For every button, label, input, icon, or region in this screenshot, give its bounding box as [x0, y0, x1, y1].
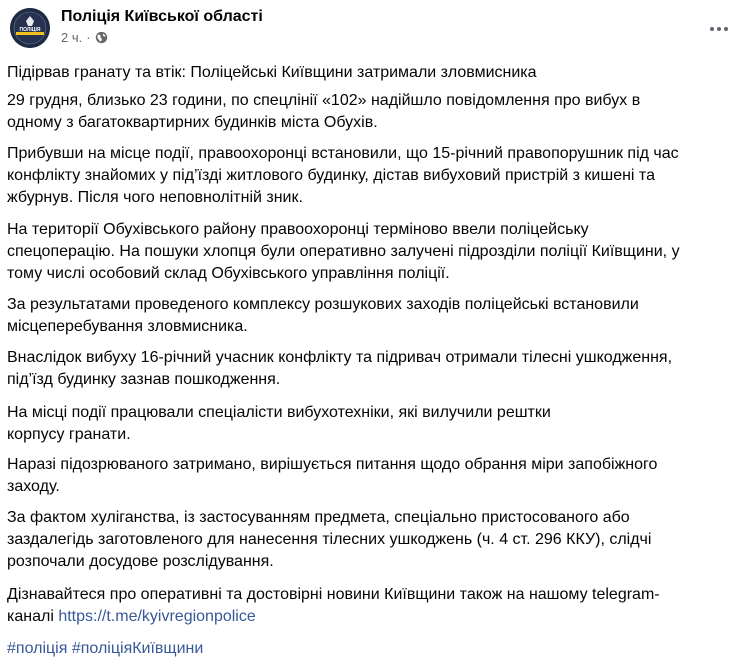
more-icon-dot: [724, 27, 728, 31]
telegram-text: Дізнавайтеся про оперативні та достовірні новини Київщини також на нашому telegram- каналі: [7, 586, 660, 625]
telegram-link[interactable]: https://t.me/kyivregionpolice: [58, 608, 256, 625]
meta-separator: ·: [86, 30, 91, 45]
hashtag-kyiv-police[interactable]: #поліціяКиївщини: [71, 640, 204, 657]
post-header: [0, 0, 746, 56]
page-name[interactable]: Поліція Київської області: [61, 8, 263, 25]
post-paragraph: На території Обухівського району правоохоронці терміново ввели поліцейську спецоперацію. На пошуки хлопця були оперативно залучені підрозділи поліції Київщини, у тому числі особовий склад Обухівського управління поліції.: [7, 221, 680, 282]
post-paragraph: Прибувши на місце події, правоохоронці встановили, що 15-річний правопорушник під час конфлікту знайомих у під’їзді житлового будинку, дістав вибуховий пристрій з кишені та жбурнув. Після чого неповнолітній зник.: [7, 145, 679, 206]
post-paragraph: За результатами проведеного комплексу розшукових заходів поліцейські встановили місцеперебування зловмисника.: [7, 296, 639, 335]
post-time[interactable]: 2 ч.: [61, 30, 83, 45]
post-paragraph-telegram: [7, 584, 660, 628]
hashtag-police[interactable]: #поліція: [7, 640, 68, 657]
post-paragraph: 29 грудня, близько 23 години, по спецлінії «102» надійшло повідомлення про вибух в одному з багатоквартирних будинків міста Обухів.: [7, 92, 641, 131]
post-paragraph: Наразі підозрюваного затримано, вирішується питання щодо обрання міри запобіжного заходу.: [7, 456, 658, 495]
more-icon-dot: [717, 27, 721, 31]
more-icon: [710, 27, 714, 31]
post-meta: [61, 30, 108, 45]
svg-text:ПОЛІЦІЯ: ПОЛІЦІЯ: [19, 27, 41, 33]
police-logo-icon: [10, 8, 50, 48]
post-paragraph: На місці події працювали спеціалісти вибухотехніки, які вилучили рештки корпусу гранати.: [7, 404, 551, 443]
hashtags: [7, 638, 203, 660]
post-paragraph: Внаслідок вибуху 16-річний учасник конфлікту та підривач отримали тілесні ушкодження, під’їзд будинку зазнав пошкодження.: [7, 349, 673, 388]
post-paragraph: За фактом хуліганства, із застосуванням предмета, спеціально пристосованого або заздалегідь заготовленого для нанесення тілесних ушкоджень (ч. 4 ст. 296 ККУ), слідчі розпочали досудове розслідування.: [7, 509, 652, 570]
post-headline: Підірвав гранату та втік: Поліцейські Київщини затримали зловмисника: [7, 64, 537, 81]
more-options-button[interactable]: [704, 14, 734, 44]
globe-icon[interactable]: [95, 31, 108, 44]
avatar[interactable]: [10, 8, 50, 48]
